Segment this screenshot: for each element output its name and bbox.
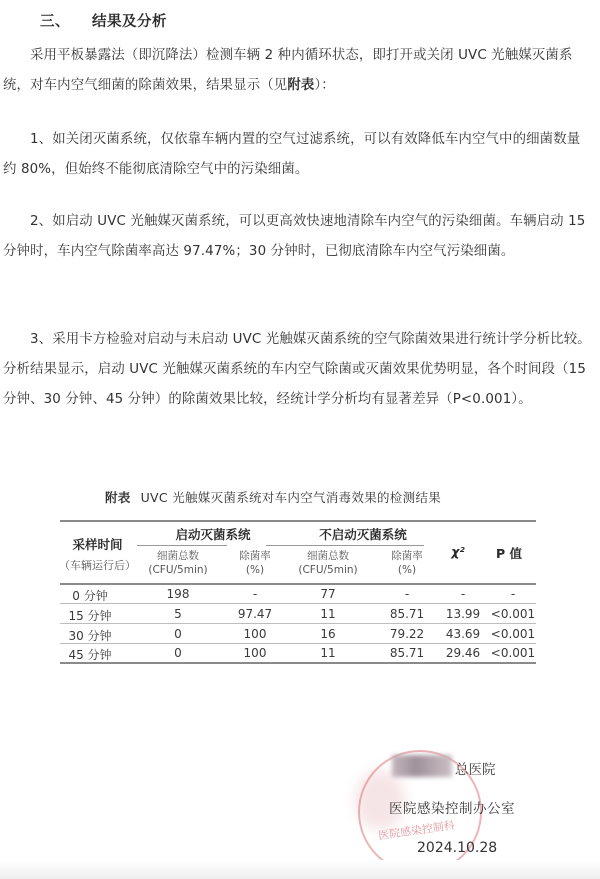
- cell-off-count: 16: [320, 627, 336, 641]
- cell-off-rate: 85.71: [389, 646, 425, 660]
- cell-on-count: 5: [174, 607, 182, 621]
- table-caption-tag: 附表: [105, 490, 131, 505]
- cell-off-rate: 79.22: [389, 627, 425, 641]
- header-off-count-unit: (CFU/5min): [298, 564, 358, 576]
- header-off-count: 细菌总数: [307, 550, 349, 562]
- table-caption-text: UVC 光触媒灭菌系统对车内空气消毒效果的检测结果: [140, 490, 442, 505]
- header-group-off: 不启动灭菌系统: [319, 527, 407, 542]
- section-number: 三、: [40, 14, 70, 30]
- cell-chi2: -: [460, 587, 466, 601]
- stamp-text: 医院感染控制科: [377, 818, 456, 843]
- page-bottom-shadow: [0, 860, 600, 879]
- table-caption: [105, 488, 441, 506]
- intro-text-end: ）：: [314, 78, 335, 93]
- intro-table-ref: 附表: [287, 78, 315, 93]
- header-on-count: 细菌总数: [157, 550, 199, 562]
- cell-chi2: 13.99: [445, 607, 481, 621]
- header-off-rate-unit: (%): [397, 564, 417, 576]
- header-sample-time-sub: （车辆运行后）: [59, 559, 136, 572]
- cell-off-count: 11: [320, 646, 336, 660]
- cell-on-rate: 97.47: [237, 607, 273, 621]
- cell-time: 45 分钟: [68, 648, 112, 662]
- intro-text: 采用平板暴露法（即沉降法）检测车辆 2 种内循环状态，即打开或关闭 UVC 光触媒灭菌系统，对车内空气细菌的除菌效果，结果显示（见: [3, 48, 573, 93]
- cell-on-count: 0: [174, 627, 182, 641]
- cell-on-rate: 100: [243, 627, 267, 641]
- cell-p: <0.001: [490, 627, 536, 641]
- cell-chi2: 29.46: [445, 646, 481, 660]
- header-off-rate: 除菌率: [391, 550, 423, 562]
- cell-off-count: 77: [320, 587, 336, 601]
- row-divider: [60, 623, 536, 624]
- cell-off-rate: -: [404, 587, 410, 601]
- cell-time: 0 分钟: [72, 589, 108, 603]
- cell-off-rate: 85.71: [389, 607, 425, 621]
- department-name: 医院感染控制办公室: [389, 801, 515, 817]
- cell-on-count: 198: [166, 587, 190, 601]
- table-header-rule: [60, 583, 536, 585]
- header-on-rate: 除菌率: [239, 550, 271, 562]
- cell-on-rate: 100: [243, 646, 267, 660]
- cell-off-count: 11: [320, 607, 336, 621]
- group-off-underline: [266, 545, 424, 546]
- finding-3-paragraph: 3、采用卡方检验对启动与未启动 UVC 光触媒灭菌系统的空气除菌效果进行统计学分析比较。分析结果显示，启动 UVC 光触媒灭菌系统的车内空气除菌或灭菌效果优势明显，各个时间段（15 分钟、30 分钟、45 分钟）的除菌效果比较，经统计学分析均有显著差异（P<0.001）。: [3, 332, 591, 407]
- hospital-name: 总医院: [455, 762, 496, 778]
- header-on-rate-unit: (%): [245, 564, 265, 576]
- cell-on-count: 0: [174, 646, 182, 660]
- header-group-on: 启动灭菌系统: [175, 527, 251, 542]
- cell-time: 15 分钟: [68, 609, 112, 623]
- table-bottom-rule: [60, 662, 536, 664]
- header-p-value: P 值: [495, 546, 522, 561]
- row-divider: [60, 643, 536, 644]
- cell-chi2: 43.69: [445, 627, 481, 641]
- group-on-underline: [137, 545, 227, 546]
- cell-time: 30 分钟: [68, 629, 112, 643]
- header-sample-time: 采样时间: [72, 537, 123, 552]
- section-title: 结果及分析: [92, 14, 167, 30]
- cell-on-rate: -: [252, 587, 258, 601]
- redacted-hospital-name: [392, 755, 452, 777]
- header-chi-square: χ²: [451, 544, 465, 559]
- row-divider: [60, 603, 536, 604]
- finding-2-paragraph: 2、如启动 UVC 光触媒灭菌系统，可以更高效快速地清除车内空气的污染细菌。车辆启动 15 分钟时，车内空气除菌率高达 97.47%；30 分钟时，已彻底清除车内空气污染细菌。: [3, 214, 586, 259]
- finding-1-paragraph: 1、如关闭灭菌系统，仅依靠车辆内置的空气过滤系统，可以有效降低车内空气中的细菌数量约 80%，但始终不能彻底清除空气中的污染细菌。: [3, 132, 581, 177]
- signature-date: 2024.10.28: [417, 840, 498, 856]
- cell-p: <0.001: [490, 607, 536, 621]
- cell-p: <0.001: [490, 646, 536, 660]
- intro-paragraph: [3, 41, 593, 101]
- table-top-rule: [60, 520, 536, 522]
- cell-p: -: [510, 587, 516, 601]
- header-on-count-unit: (CFU/5min): [148, 564, 208, 576]
- section-heading: [40, 10, 167, 31]
